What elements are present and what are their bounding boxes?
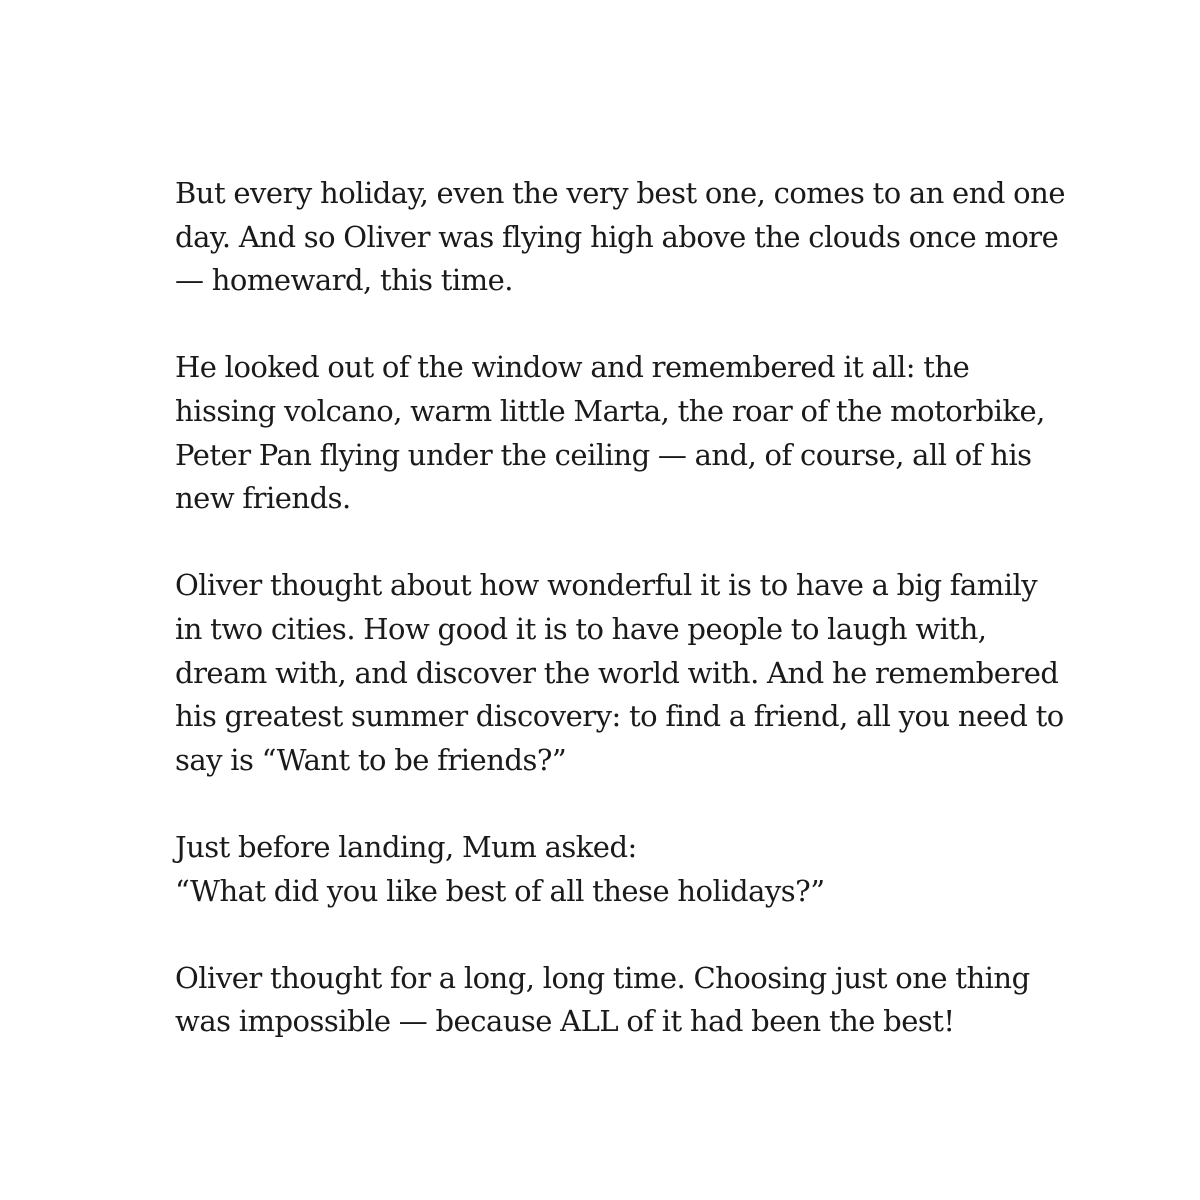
paragraph-holiday-end [175,172,1085,303]
text-line: Peter Pan flying under the ceiling — and, of course, all of his [175,437,1032,472]
text-line: Just before landing, Mum asked: [175,829,637,864]
paragraph-big-family [175,564,1085,782]
text-line: hissing volcano, warm little Marta, the roar of the motorbike, [175,393,1045,428]
text-line: was impossible — because ALL of it had been the best! [175,1004,955,1039]
text-line: in two cities. How good it is to have people to laugh with, [175,611,987,646]
story-text [175,172,1085,1087]
text-line: But every holiday, even the very best one, comes to an end one [175,176,1065,210]
text-line: He looked out of the window and remembered it all: the [175,350,970,385]
paragraph-mum-question [175,826,1085,913]
paragraph-all-the-best [175,957,1085,1044]
text-line: his greatest summer discovery: to find a friend, all you need to [175,699,1064,734]
paragraph-memories [175,346,1085,520]
text-line: day. And so Oliver was flying high above the clouds once more [175,219,1059,254]
text-line: dream with, and discover the world with. And he remembered [175,655,1059,690]
text-line: Oliver thought for a long, long time. Choosing just one thing [175,960,1030,995]
text-line: say is “Want to be friends?” [175,742,567,777]
text-line: “What did you like best of all these holidays?” [175,873,825,908]
text-line: — homeward, this time. [175,263,514,298]
text-line: new friends. [175,481,351,516]
text-line: Oliver thought about how wonderful it is to have a big family [175,568,1038,603]
